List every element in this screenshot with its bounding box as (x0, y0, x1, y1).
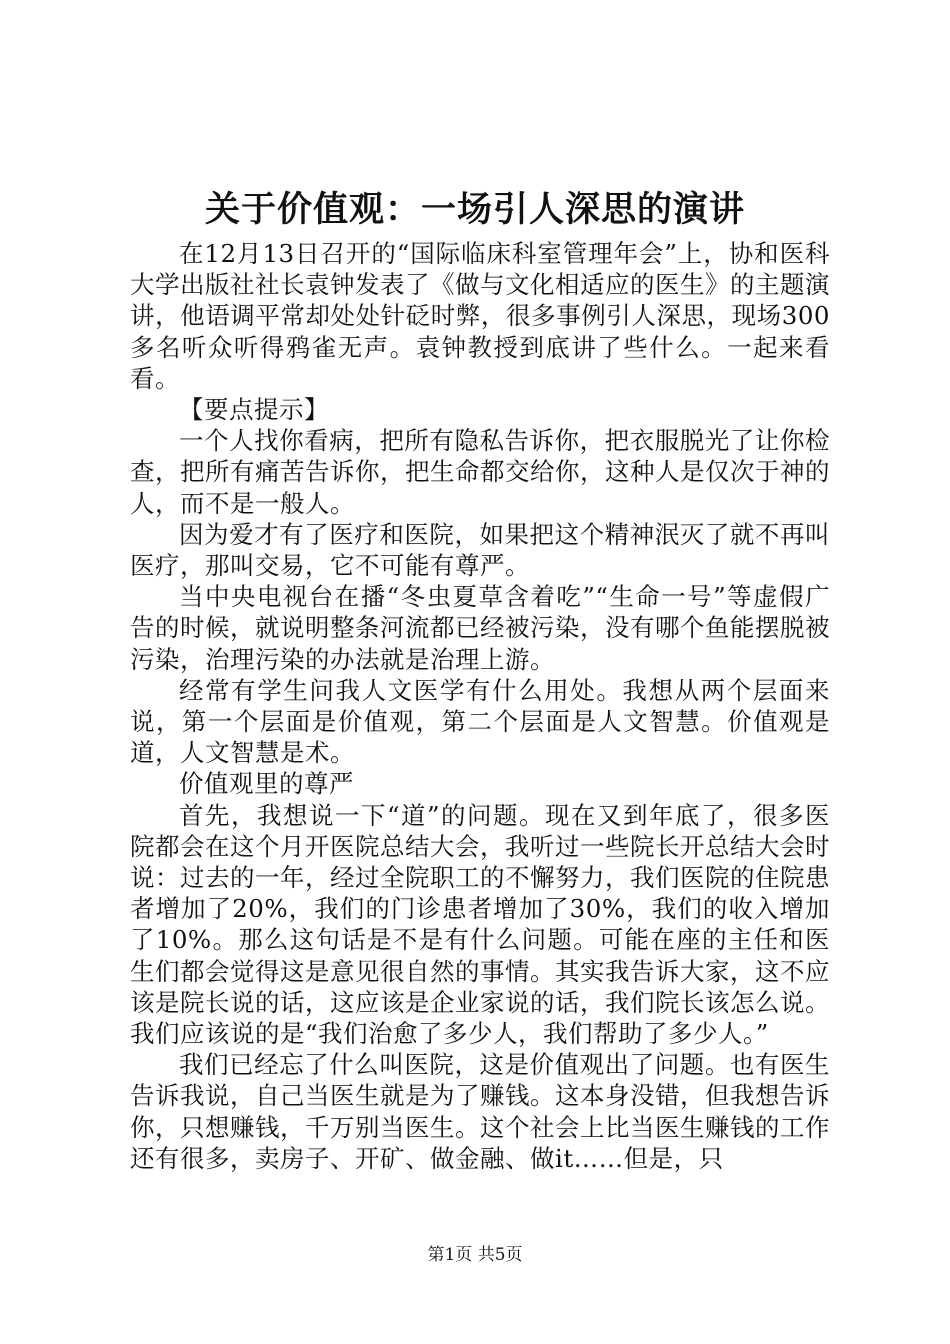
document-title: 关于价值观：一场引人深思的演讲 (204, 189, 745, 230)
paragraph-love-and-dignity: 因为爱才有了医疗和医院，如果把这个精神泯灭了就不再叫医疗，那叫交易，它不可能有尊严。 (130, 519, 830, 581)
paragraph-intro: 在12月13日召开的“国际临床科室管理年会”上，协和医科大学出版社社长袁钟发表了《做与文化相适应的医生》的主题演讲，他语调平常却处处针砭时弊，很多事例引人深思，现场300多名听众听得鸦雀无声。袁钟教授到底讲了些什么。一起来看看。 (130, 239, 830, 393)
section-heading-dignity: 价值观里的尊严 (179, 769, 354, 799)
paragraph-forgot-hospital: 我们已经忘了什么叫医院，这是价值观出了问题。也有医生告诉我说，自己当医生就是为了赚钱。这本身没错，但我想告诉你，只想赚钱，千万别当医生。这个社会上比当医生赚钱的工作还有很多，卖房子、开矿、做金融、做it……但是，只 (130, 1050, 830, 1173)
document-body (130, 238, 830, 1267)
paragraph-hospital-summary: 首先，我想说一下“道”的问题。现在又到年底了，很多医院都会在这个月开医院总结大会，我听过一些院长开总结大会时说：过去的一年，经过全院职工的不懈努力，我们医院的住院患者增加了20%，我们的门诊患者增加了30%，我们的收入增加了10%。那么这句话是不是有什么问题。可能在座的主任和医生们都会觉得这是意见很自然的事情。其实我告诉大家，这不应该是院长说的话，这应该是企业家说的话，我们院长该怎么说。我们应该说的是“我们治愈了多少人，我们帮助了多少人。” (130, 800, 830, 1049)
paragraph-false-advertising: 当中央电视台在播“冬虫夏草含着吃”“生命一号”等虚假广告的时候，就说明整条河流都已经被污染，没有哪个鱼能摆脱被污染，治理污染的办法就是治理上游。 (130, 582, 830, 674)
paragraph-patient-trust: 一个人找你看病，把所有隐私告诉你，把衣服脱光了让你检查，把所有痛苦告诉你，把生命都交给你，这种人是仅次于神的人，而不是一般人。 (130, 426, 830, 518)
paragraph-key-points-heading: 【要点提示】 (179, 395, 329, 425)
paragraph-humanistic-medicine: 经常有学生问我人文医学有什么用处。我想从两个层面来说，第一个层面是价值观，第二个层面是人文智慧。价值观是道，人文智慧是术。 (130, 675, 830, 768)
page-footer: 第1页 共5页 (427, 1245, 523, 1265)
